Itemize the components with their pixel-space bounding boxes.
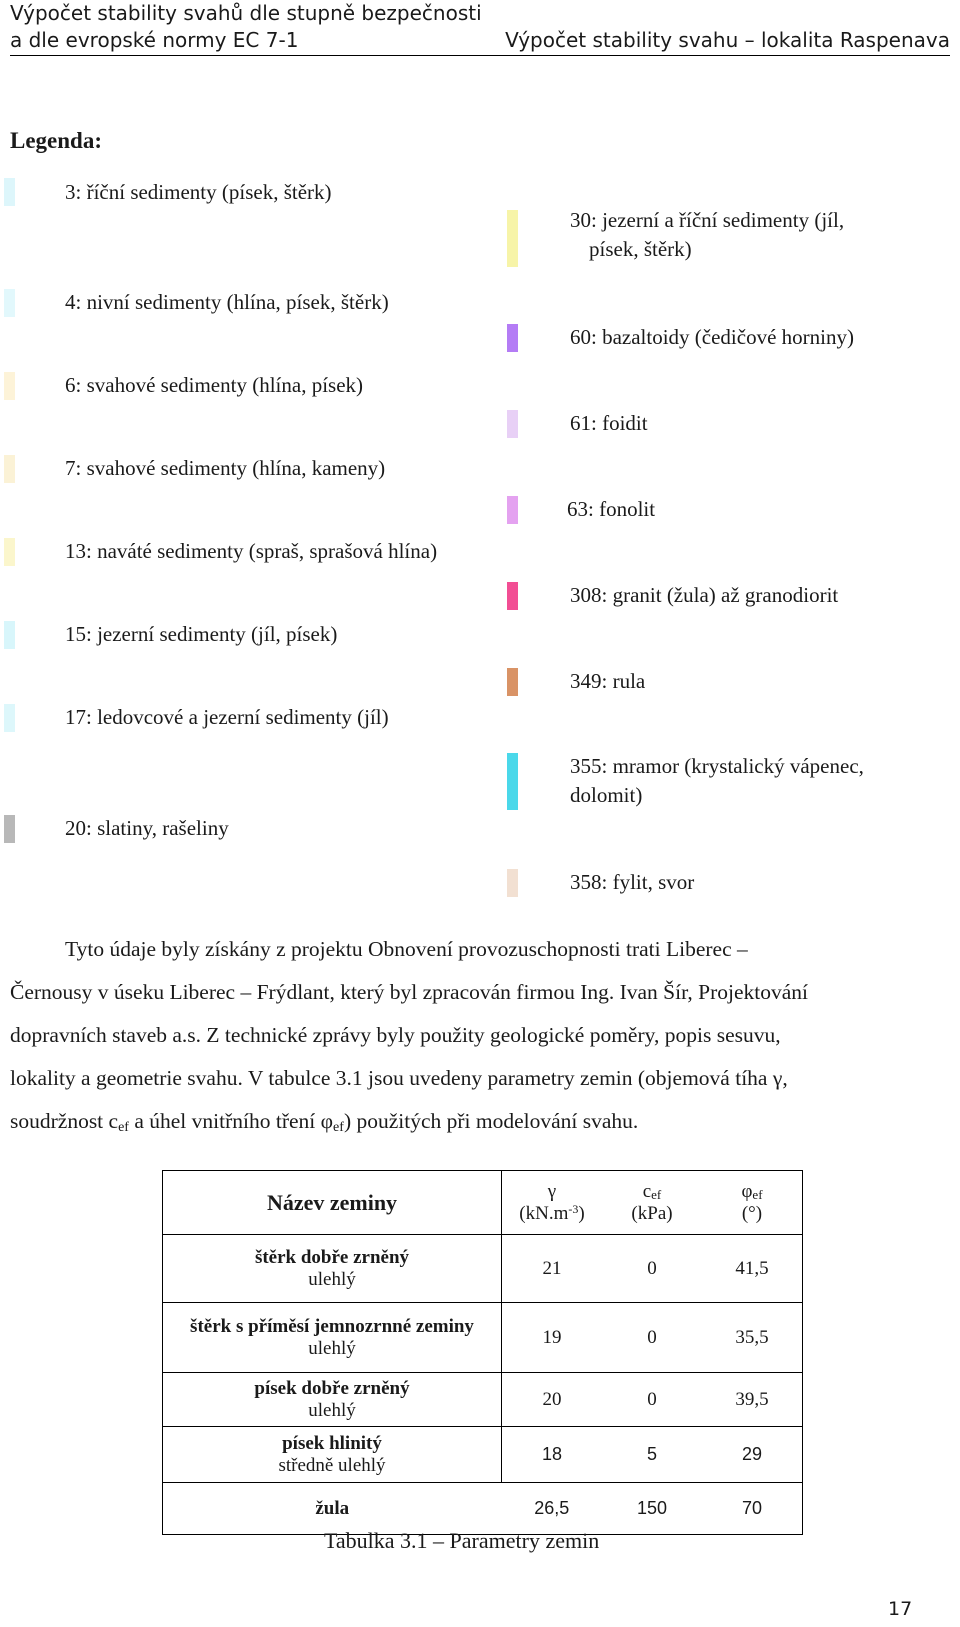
header-title-right: Výpočet stability svahu – lokalita Raspenava bbox=[505, 28, 950, 52]
table-header-row bbox=[163, 1171, 803, 1235]
legend-swatch bbox=[507, 210, 518, 267]
legend-item-308: 308: granit (žula) až granodiorit bbox=[570, 583, 839, 607]
table-row: štěrk s příměsí jemnozrnné zeminy ulehlý 19 0 35,5 bbox=[163, 1303, 803, 1373]
page-number: 17 bbox=[888, 1598, 913, 1620]
legend-swatch bbox=[507, 410, 518, 438]
body-paragraph bbox=[10, 928, 940, 1143]
legend-item-20: 20: slatiny, rašeliny bbox=[65, 816, 229, 840]
legend-item-17: 17: ledovcové a jezerní sedimenty (jíl) bbox=[65, 705, 389, 729]
legend-item-7: 7: svahové sedimenty (hlína, kameny) bbox=[65, 456, 386, 480]
legend-title: Legenda: bbox=[10, 128, 102, 153]
table-row: písek dobře zrněný ulehlý 20 0 39,5 bbox=[163, 1373, 803, 1427]
legend-item-349: 349: rula bbox=[570, 669, 646, 693]
legend-item-61: 61: foidit bbox=[570, 411, 648, 435]
legend-item-355: 355: mramor (krystalický vápenec, bbox=[570, 754, 864, 778]
legend-swatch bbox=[507, 496, 518, 524]
legend-swatch bbox=[507, 869, 518, 897]
legend-swatch bbox=[4, 455, 15, 483]
legend-swatch bbox=[507, 753, 518, 810]
legend-swatch bbox=[4, 815, 15, 843]
legend-item-358: 358: fylit, svor bbox=[570, 870, 695, 894]
table-row: žula 26,5 150 70 bbox=[163, 1483, 803, 1535]
legend-item-63: 63: fonolit bbox=[567, 497, 656, 521]
legend-item-3: 3: říční sedimenty (písek, štěrk) bbox=[65, 180, 332, 204]
legend-item-30: 30: jezerní a říční sedimenty (jíl, bbox=[570, 208, 845, 232]
legend-swatch bbox=[507, 668, 518, 696]
paragraph-line: dopravních staveb a.s. Z technické zprávy byly použity geologické poměry, popis sesuvu, bbox=[10, 1023, 781, 1047]
legend-swatch bbox=[4, 621, 15, 649]
header-c-cell: $c_{ef}$ (kPa) bbox=[602, 1171, 702, 1235]
legend-swatch bbox=[4, 289, 15, 317]
header-title-line1: Výpočet stability svahů dle stupně bezpečnosti bbox=[10, 1, 482, 25]
table-row: štěrk dobře zrněný ulehlý 21 0 41,5 bbox=[163, 1235, 803, 1303]
soil-parameters-table bbox=[162, 1170, 803, 1535]
legend-item-30-line2: písek, štěrk) bbox=[589, 237, 692, 261]
legend-swatch bbox=[507, 582, 518, 610]
legend-swatch bbox=[4, 704, 15, 732]
legend-swatch bbox=[507, 324, 518, 352]
legend-item-13: 13: naváté sedimenty (spraš, sprašová hlína) bbox=[65, 539, 438, 563]
legend-item-15: 15: jezerní sedimenty (jíl, písek) bbox=[65, 622, 338, 646]
header-phi-cell: $\varphi_{ef}$ (°) bbox=[702, 1171, 803, 1235]
legend-item-4: 4: nivní sedimenty (hlína, písek, štěrk) bbox=[65, 290, 389, 314]
header-gamma-cell: γ $(kN.m^{-3})$ bbox=[502, 1171, 603, 1235]
header-name-cell: Název zeminy bbox=[163, 1171, 502, 1235]
legend-swatch bbox=[4, 538, 15, 566]
legend-item-355-line2: dolomit) bbox=[570, 783, 643, 807]
legend-swatch bbox=[4, 178, 15, 206]
table-row: písek hlinitý středně ulehlý 18 5 29 bbox=[163, 1427, 803, 1483]
legend-item-60: 60: bazaltoidy (čedičové horniny) bbox=[570, 325, 854, 349]
paragraph-line: lokality a geometrie svahu. V tabulce 3.1 jsou uvedeny parametry zemin (objemová tíha γ, bbox=[10, 1066, 788, 1090]
paragraph-line: Tyto údaje byly získány z projektu Obnovení provozuschopnosti trati Liberec – bbox=[65, 937, 748, 961]
legend-swatch bbox=[4, 372, 15, 400]
paragraph-line: Černousy v úseku Liberec – Frýdlant, který byl zpracován firmou Ing. Ivan Šír, Projektování bbox=[10, 980, 809, 1004]
paragraph-line: soudržnost $c_{ef}$ a úhel vnitřního tření $\varphi_{ef}$) použitých při modelování svahu. bbox=[10, 1109, 639, 1135]
page-header bbox=[10, 0, 950, 56]
header-title-line2: a dle evropské normy EC 7-1 bbox=[10, 28, 299, 52]
legend-item-6: 6: svahové sedimenty (hlína, písek) bbox=[65, 373, 364, 397]
table-caption: Tabulka 3.1 – Parametry zemin bbox=[324, 1528, 600, 1553]
